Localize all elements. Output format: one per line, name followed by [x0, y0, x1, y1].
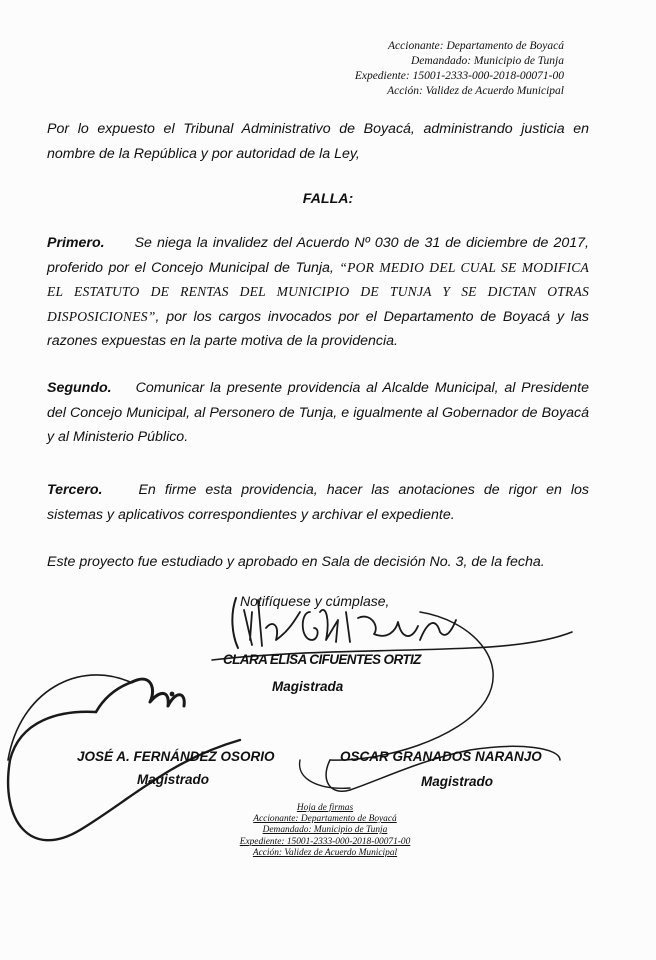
signature-page-footer	[175, 803, 475, 859]
header-accion: Acción: Validez de Acuerdo Municipal	[387, 85, 564, 97]
signatory-3-name: OSCAR GRANADOS NARANJO	[340, 749, 542, 764]
footer-expediente: Expediente: 15001-2333-000-2018-00071-00	[239, 836, 411, 847]
footer-demandado: Demandado: Municipio de Tunja	[262, 825, 388, 836]
segundo-text: Comunicar la presente providencia al Alcalde Municipal, al Presidente del Concejo Municipal, al Personero de Tunja, e igualmente al Gobernador de Boyacá y al Ministerio Público.	[47, 380, 589, 445]
header-accionante: Accionante: Departamento de Boyacá	[388, 40, 564, 52]
footer-hoja: Hoja de firmas	[296, 803, 354, 813]
signatory-3-title: Magistrado	[421, 774, 494, 789]
signatory-2-name: JOSÉ A. FERNÁNDEZ OSORIO	[77, 749, 275, 764]
primero-quote: “POR MEDIO DEL CUAL SE MODIFICA EL ESTATUTO DE RENTAS DEL MUNICIPIO DE TUNJA Y SE DICTAN OTRAS DISPOSICIONES”	[47, 259, 589, 324]
tercero-label: Tercero.	[47, 482, 103, 498]
tercero-paragraph	[47, 478, 589, 527]
primero-paragraph	[47, 231, 589, 354]
footer-accionante: Accionante: Departamento de Boyacá	[253, 814, 397, 825]
primero-text-a: Se niega la invalidez del Acuerdo Nº 030 de 31 de diciembre de 2017, proferido por el Concejo Municipal de Tunja,	[47, 235, 589, 276]
primero-text-b: , por los cargos invocados por el Departamento de Boyacá y las razones expuestas en la parte motiva de la providencia.	[47, 308, 589, 349]
footer-accion: Acción: Validez de Acuerdo Municipal	[252, 847, 398, 858]
signatory-1-title: Magistrada	[272, 679, 344, 694]
header-expediente: Expediente: 15001-2333-000-2018-00071-00	[354, 70, 564, 82]
intro-paragraph: Por lo expuesto el Tribunal Administrativo de Boyacá, administrando justicia en nombre de la República y por autoridad de la Ley,	[47, 121, 589, 162]
header-demandado: Demandado: Municipio de Tunja	[411, 55, 564, 67]
tercero-text: En firme esta providencia, hacer las anotaciones de rigor en los sistemas y aplicativos correspondientes y archivar el expediente.	[47, 482, 589, 523]
segundo-label: Segundo.	[47, 380, 112, 396]
primero-label: Primero.	[47, 235, 105, 251]
segundo-paragraph	[47, 376, 589, 450]
notifiquese-text: Notifíquese y cúmplase,	[240, 593, 390, 609]
signatory-1-name: CLARA ELISA CIFUENTES ORTIZ	[223, 652, 421, 667]
aprobado-paragraph: Este proyecto fue estudiado y aprobado en Sala de decisión No. 3, de la fecha.	[47, 554, 545, 570]
falla-title: FALLA:	[302, 191, 354, 207]
case-header	[355, 39, 564, 99]
signatory-2-title: Magistrado	[137, 772, 210, 787]
